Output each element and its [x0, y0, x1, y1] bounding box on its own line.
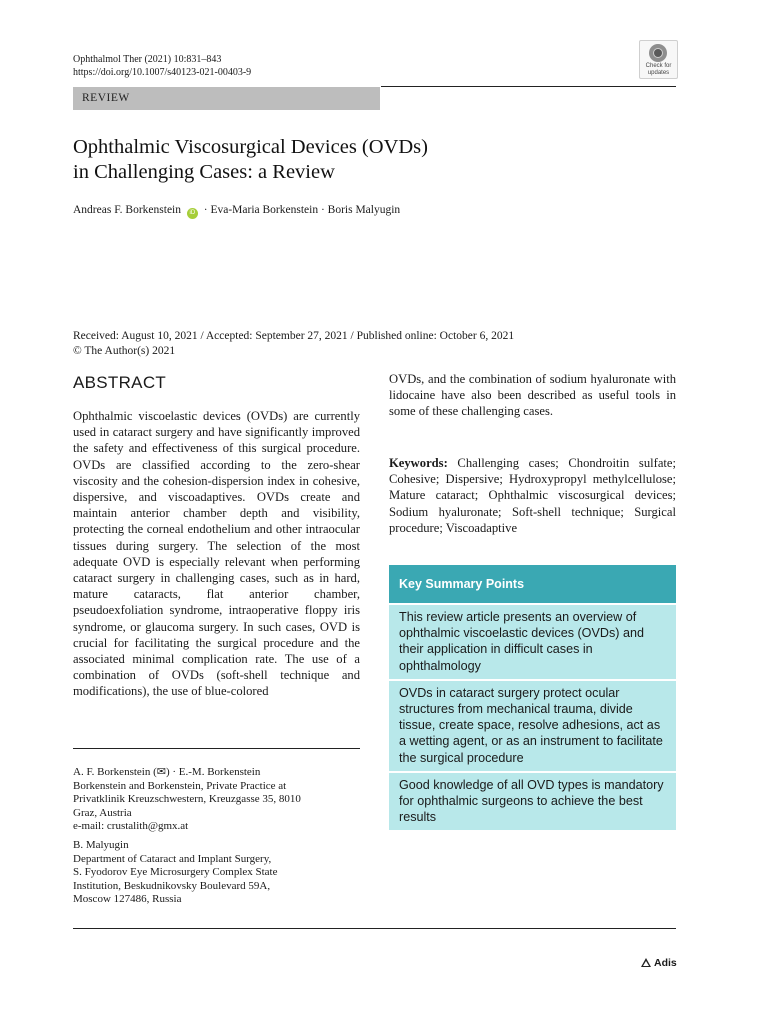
author-2[interactable]: · Eva-Maria Borkenstein [203, 204, 319, 216]
key-summary-heading: Key Summary Points [389, 565, 676, 603]
section-label: REVIEW [82, 92, 130, 104]
journal-citation: Ophthalmol Ther (2021) 10:831–843 [73, 54, 222, 65]
orcid-icon[interactable]: iD [187, 208, 198, 219]
copyright-notice: © The Author(s) 2021 [73, 345, 176, 357]
key-summary-item: This review article presents an overview of ophthalmic viscoelastic devices (OVDs) and their application in difficult cases in ophthalmology [389, 603, 676, 679]
abstract-body: Ophthalmic viscoelastic devices (OVDs) are currently used in cataract surgery and have significantly improved the safety and effectiveness of this surgical procedure. OVDs are classified according to the zero-shear viscosity and the cohesion-dispersion index in cohesive, dispersive, and viscoadaptives. OVDs create and maintain anterior chamber depth and visibility, protecting the corneal endothelium and other intraocular tissues during surgery. The selection of the most adequate OVD is especially relevant when performing cataract surgery in challenging cases, such as in hard, mature cataracts, flat anterior chamber, pseudoexfoliation syndrome, intraoperative floppy iris syndrome, or glaucoma surgery. In such cases, OVD is crucial for facilitating the surgical procedure and the associated minimal complication rate. The use of a combination of OVDs (soft-shell technique and modifications), the use of blue-colored [73, 409, 360, 699]
publisher-logo: Adis [641, 957, 677, 969]
affiliation-block-1: A. F. Borkenstein (✉) · E.-M. Borkenstein Borkenstein and Borkenstein, Private Practice at Privatklinik Kreuzschwestern, Kreuzgasse 35, 8010 Graz, Austria e-mail: crustalith@gmx.at [73, 766, 360, 834]
author-list [73, 203, 400, 219]
key-summary-item: Good knowledge of all OVD types is mandatory for ophthalmic surgeons to achieve the best results [389, 771, 676, 831]
keywords-label: Keywords: [389, 456, 448, 470]
footer-rule [73, 928, 676, 929]
abstract-continued: OVDs, and the combination of sodium hyaluronate with lidocaine have also been described as useful tools in some of these challenging cases. [389, 372, 676, 419]
crossmark-icon [649, 44, 667, 62]
author-3[interactable]: · Boris Malyugin [320, 204, 401, 216]
publication-dates: Received: August 10, 2021 / Accepted: September 27, 2021 / Published online: October 6, 2021 © The Author(s) 2021 [73, 330, 515, 357]
article-title: Ophthalmic Viscosurgical Devices (OVDs) in Challenging Cases: a Review [73, 136, 428, 183]
abstract-heading: ABSTRACT [73, 373, 167, 392]
author-1[interactable]: Andreas F. Borkenstein [73, 204, 181, 216]
affiliation-block-2: B. Malyugin Department of Cataract and Implant Surgery, S. Fyodorov Eye Microsurgery Complex State Institution, Beskudnikovsky Boulevard 59A, Moscow 127486, Russia [73, 839, 278, 906]
key-summary-box [389, 565, 676, 830]
section-label-bar [73, 87, 380, 110]
adis-triangle-icon [641, 958, 651, 967]
keywords-text: Challenging cases; Chondroitin sulfate; Cohesive; Dispersive; Hydroxypropyl methylcellulose; Mature cataract; Ophthalmic viscosurgical devices; Sodium hyaluronate; Soft-shell technique; Surgical procedure; Viscoadaptive [389, 456, 676, 535]
header-rule [381, 86, 676, 87]
keywords-section [389, 455, 676, 536]
check-for-updates-badge[interactable] [639, 40, 678, 79]
check-badge-label: Check for updates [645, 63, 672, 76]
doi-link[interactable]: https://doi.org/10.1007/s40123-021-00403-9 [73, 67, 252, 78]
affiliation-rule [73, 748, 360, 749]
key-summary-item: OVDs in cataract surgery protect ocular structures from mechanical trauma, divide tissue, create space, resolve adhesions, act as a wetting agent, or as an instrument to facilitate the surgical procedure [389, 679, 676, 771]
contact-email[interactable]: e-mail: crustalith@gmx.at [73, 820, 189, 833]
